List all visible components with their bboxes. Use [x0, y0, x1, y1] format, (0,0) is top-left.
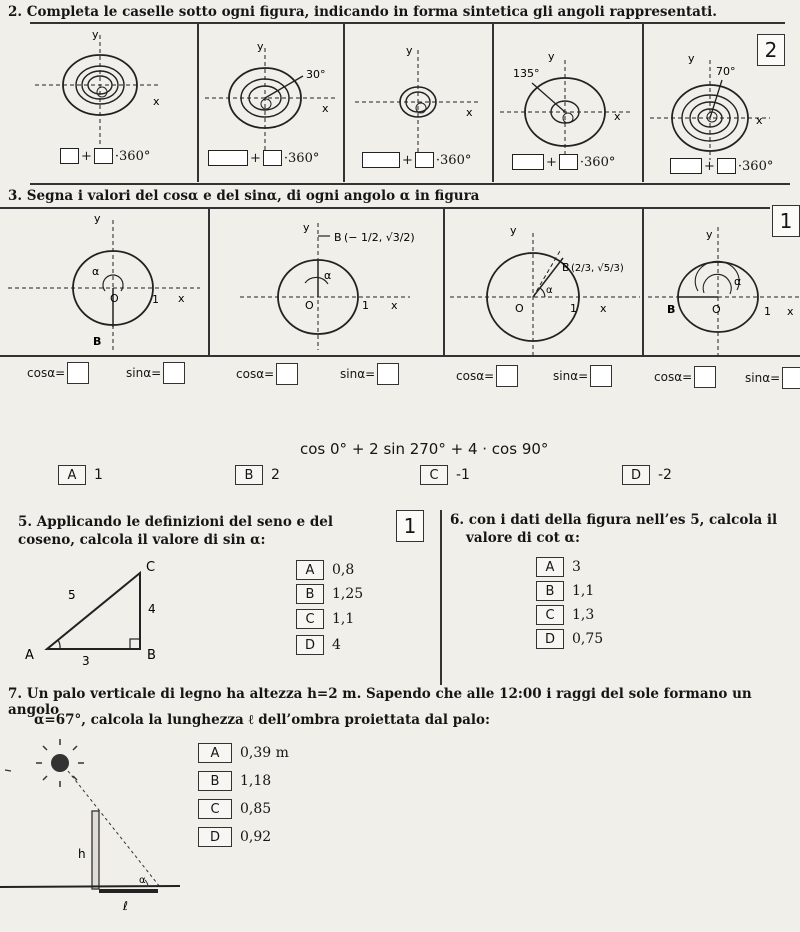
plus-sign: +	[704, 158, 715, 174]
q7-option-d-value: 0,92	[240, 829, 272, 845]
q6-option-c-letter: C	[536, 605, 564, 625]
q2-formula-4	[512, 154, 615, 170]
q2-fig5-box-k[interactable]	[717, 158, 736, 174]
q6-option-c-value: 1,3	[572, 607, 595, 623]
plus-sign: +	[81, 148, 92, 164]
q3-fig3-cos-box[interactable]	[496, 365, 518, 387]
q4-option-a[interactable]	[58, 464, 103, 486]
q7-pole-diagram	[0, 735, 200, 932]
q7-option-d-letter: D	[198, 827, 232, 847]
q4-option-c-value: -1	[456, 467, 470, 483]
q7-option-b-letter: B	[198, 771, 232, 791]
q2-fig1-box-a[interactable]	[60, 148, 79, 164]
q2-score: 2	[757, 34, 785, 66]
q2-fig2-angle-label: 30°	[306, 68, 326, 81]
q4-option-a-value: 1	[94, 467, 103, 483]
q5-option-c[interactable]	[296, 608, 354, 630]
formula-suffix: ·360°	[283, 150, 320, 166]
q7-option-b[interactable]	[198, 770, 271, 792]
q3-fig1-point: B	[93, 335, 102, 348]
q2-fig4-box-k[interactable]	[559, 154, 578, 170]
q2-figure-4	[500, 50, 632, 158]
q6-title-line2: valore di cot α:	[466, 530, 580, 546]
q5-option-c-letter: C	[296, 609, 324, 629]
sin-label: sinα=	[340, 367, 376, 381]
q6-option-a-letter: A	[536, 557, 564, 577]
q3-fig3-alpha: α	[546, 285, 553, 296]
q3-fig4-cos	[654, 366, 716, 388]
q5-option-b-value: 1,25	[332, 586, 364, 602]
cos-label: cosα=	[456, 369, 495, 383]
formula-suffix: ·360°	[435, 152, 472, 168]
q2-figure-5	[650, 52, 770, 160]
q3-fig2-cos	[236, 363, 298, 385]
q3-fig2-x: x	[391, 299, 398, 312]
q2-formula-1	[60, 148, 150, 164]
q2-frame-bottom	[30, 183, 790, 185]
q3-fig4-sin-box[interactable]	[782, 367, 800, 389]
q7-option-b-value: 1,18	[240, 773, 272, 789]
q2-figure-2	[205, 40, 335, 155]
triangle-hypotenuse: 5	[68, 588, 76, 602]
q5-option-a-value: 0,8	[332, 562, 355, 578]
q2-fig1-y-label: y	[92, 28, 99, 41]
q3-fig3-sin	[553, 365, 612, 387]
q3-fig1-alpha: α	[92, 265, 100, 278]
formula-suffix: ·360°	[114, 148, 151, 164]
q5-option-a-letter: A	[296, 560, 324, 580]
formula-suffix: ·360°	[579, 154, 616, 170]
q5-q6-divider	[440, 510, 442, 685]
cos-label: cosα=	[27, 366, 66, 380]
q6-option-b-letter: B	[536, 581, 564, 601]
q2-fig1-box-k[interactable]	[94, 148, 113, 164]
q3-fig1-one: 1	[152, 293, 159, 306]
q2-fig2-x-label: x	[322, 102, 329, 115]
q3-fig4-y: y	[706, 228, 713, 241]
triangle-vertex-b: B	[147, 648, 156, 663]
q3-fig4-one: 1	[764, 305, 771, 318]
q7-option-a-value: 0,39 m	[240, 745, 289, 761]
q3-fig1-cos-box[interactable]	[67, 362, 89, 384]
triangle-vertex-a: A	[25, 648, 34, 663]
q2-fig4-x-label: x	[614, 110, 621, 123]
q7-alpha-label: α	[139, 875, 146, 886]
cos-label: cosα=	[236, 367, 275, 381]
q3-fig2-alpha: α	[324, 269, 332, 282]
q2-formula-2	[208, 150, 319, 166]
q5-title-line1: 5. Applicando le definizioni del seno e del	[18, 514, 333, 530]
q2-fig3-y-label: y	[406, 44, 413, 57]
q7-title-line2: α=67°, calcola la lunghezza ℓ dell’ombra proiettata dal palo:	[34, 712, 491, 728]
q3-fig4-cos-box[interactable]	[694, 366, 716, 388]
q7-option-a-letter: A	[198, 743, 232, 763]
q2-fig4-y-label: y	[548, 50, 555, 63]
q3-score: 1	[772, 205, 800, 237]
q6-option-d-value: 0,75	[572, 631, 604, 647]
q6-option-c[interactable]	[536, 604, 594, 626]
q6-option-d-letter: D	[536, 629, 564, 649]
q3-fig2-coords: (− 1/2, √3/2)	[344, 231, 415, 244]
plus-sign: +	[546, 154, 557, 170]
q3-figures	[0, 205, 800, 355]
q2-fig3-box-k[interactable]	[415, 152, 434, 168]
q3-figure-3	[450, 224, 640, 355]
q6-option-a-value: 3	[572, 559, 581, 575]
plus-sign: +	[250, 150, 261, 166]
q2-formula-5	[670, 158, 773, 174]
cos-label: cosα=	[654, 370, 693, 384]
q2-fig5-x-label: x	[756, 114, 763, 127]
q4-option-b-letter: B	[235, 465, 263, 485]
q2-fig2-y-label: y	[257, 40, 264, 53]
q3-fig1-sin	[126, 362, 185, 384]
q3-fig3-origin: O	[515, 302, 524, 315]
q3-fig2-one: 1	[362, 299, 369, 312]
q4-option-b[interactable]	[235, 464, 280, 486]
q3-fig2-sin	[340, 363, 399, 385]
sin-label: sinα=	[126, 366, 162, 380]
q5-option-a[interactable]	[296, 559, 354, 581]
q6-option-a[interactable]	[536, 556, 581, 578]
q5-triangle-diagram	[0, 555, 200, 670]
q3-fig4-x: x	[787, 305, 794, 318]
q7-option-a[interactable]	[198, 742, 289, 764]
q3-fig2-y: y	[303, 221, 310, 234]
triangle-opposite: 4	[148, 602, 156, 616]
q5-option-b[interactable]	[296, 583, 363, 605]
q3-fig2-cos-box[interactable]	[276, 363, 298, 385]
q6-option-b-value: 1,1	[572, 583, 595, 599]
q6-option-d[interactable]	[536, 628, 603, 650]
sin-label: sinα=	[745, 371, 781, 385]
q3-fig3-point: B	[562, 261, 570, 274]
q4-option-d-value: -2	[658, 467, 672, 483]
q3-title: 3. Segna i valori del cosα e del sinα, di ogni angolo α in figura	[8, 188, 480, 204]
triangle-adjacent: 3	[82, 654, 90, 668]
q5-option-c-value: 1,1	[332, 611, 355, 627]
q4-expression: cos 0° + 2 sin 270° + 4 · cos 90°	[300, 440, 549, 458]
q7-option-c[interactable]	[198, 798, 271, 820]
q6-title-line1: 6. con i dati della figura nell’es 5, calcola il	[450, 512, 778, 528]
q4-option-b-value: 2	[271, 467, 280, 483]
q3-figure-2	[240, 221, 415, 350]
q2-title: 2. Completa le caselle sotto ogni figura, indicando in forma sintetica gli angoli rappresentati.	[8, 4, 717, 20]
q7-option-c-value: 0,85	[240, 801, 272, 817]
q4-option-d[interactable]	[622, 464, 672, 486]
q3-fig4-point: B	[667, 303, 676, 316]
formula-suffix: ·360°	[737, 158, 774, 174]
q3-fig1-x: x	[178, 292, 185, 305]
q3-fig4-origin: O	[712, 303, 721, 316]
q3-fig1-origin: O	[110, 292, 119, 305]
q2-fig3-x-label: x	[466, 106, 473, 119]
q3-fig3-cos	[456, 365, 518, 387]
q3-fig1-sin-box[interactable]	[163, 362, 185, 384]
q3-fig1-y: y	[94, 212, 101, 225]
q4-option-c[interactable]	[420, 464, 470, 486]
q2-fig5-angle-label: 70°	[716, 65, 736, 78]
q2-fig4-box-a[interactable]	[512, 154, 544, 170]
q3-fig3-sin-box[interactable]	[590, 365, 612, 387]
sin-label: sinα=	[553, 369, 589, 383]
q3-fig2-origin: O	[305, 299, 314, 312]
q2-figure-1	[35, 28, 160, 145]
q7-l-label: ℓ	[123, 899, 128, 913]
q4-option-d-letter: D	[622, 465, 650, 485]
q3-figure-4	[648, 227, 800, 355]
triangle-vertex-c: C	[146, 560, 156, 575]
q2-figures	[0, 20, 800, 160]
q5-title-line2: coseno, calcola il valore di sin α:	[18, 532, 266, 548]
q3-fig2-sin-box[interactable]	[377, 363, 399, 385]
q2-fig5-y-label: y	[688, 52, 695, 65]
q7-h-label: h	[78, 847, 86, 861]
q4-option-a-letter: A	[58, 465, 86, 485]
q3-fig2-point: B	[334, 231, 342, 244]
sun-icon	[36, 739, 84, 787]
q3-fig3-coords: (2/3, √5/3)	[571, 263, 624, 274]
q2-fig2-box-k[interactable]	[263, 150, 282, 166]
q5-option-d-letter: D	[296, 635, 324, 655]
q5-option-b-letter: B	[296, 584, 324, 604]
q3-frame-bottom	[0, 355, 800, 357]
q5-score: 1	[396, 510, 424, 542]
q7-option-c-letter: C	[198, 799, 232, 819]
q3-figure-1	[8, 212, 200, 350]
q2-fig5-box-a[interactable]	[670, 158, 702, 174]
q3-fig3-y: y	[510, 224, 517, 237]
q3-fig4-sin	[745, 367, 800, 389]
q3-fig3-one: 1	[570, 302, 577, 315]
q2-figure-3	[355, 44, 480, 155]
q2-fig3-box-a[interactable]	[362, 152, 400, 168]
q6-option-b[interactable]	[536, 580, 594, 602]
q5-option-d[interactable]	[296, 634, 341, 656]
q5-option-d-value: 4	[332, 637, 341, 653]
q2-formula-3	[362, 152, 471, 168]
q3-fig3-x: x	[600, 302, 607, 315]
q7-title-line1: 7. Un palo verticale di legno ha altezza h=2 m. Sapendo che alle 12:00 i raggi del sole formano un angolo	[8, 686, 752, 718]
q4-option-c-letter: C	[420, 465, 448, 485]
q2-fig2-box-a[interactable]	[208, 150, 248, 166]
q7-option-d[interactable]	[198, 826, 271, 848]
q2-fig1-x-label: x	[153, 95, 160, 108]
plus-sign: +	[402, 152, 413, 168]
q3-fig4-alpha: α	[734, 275, 742, 288]
q3-fig1-cos	[27, 362, 89, 384]
q2-fig4-angle-label: 135°	[513, 67, 540, 80]
